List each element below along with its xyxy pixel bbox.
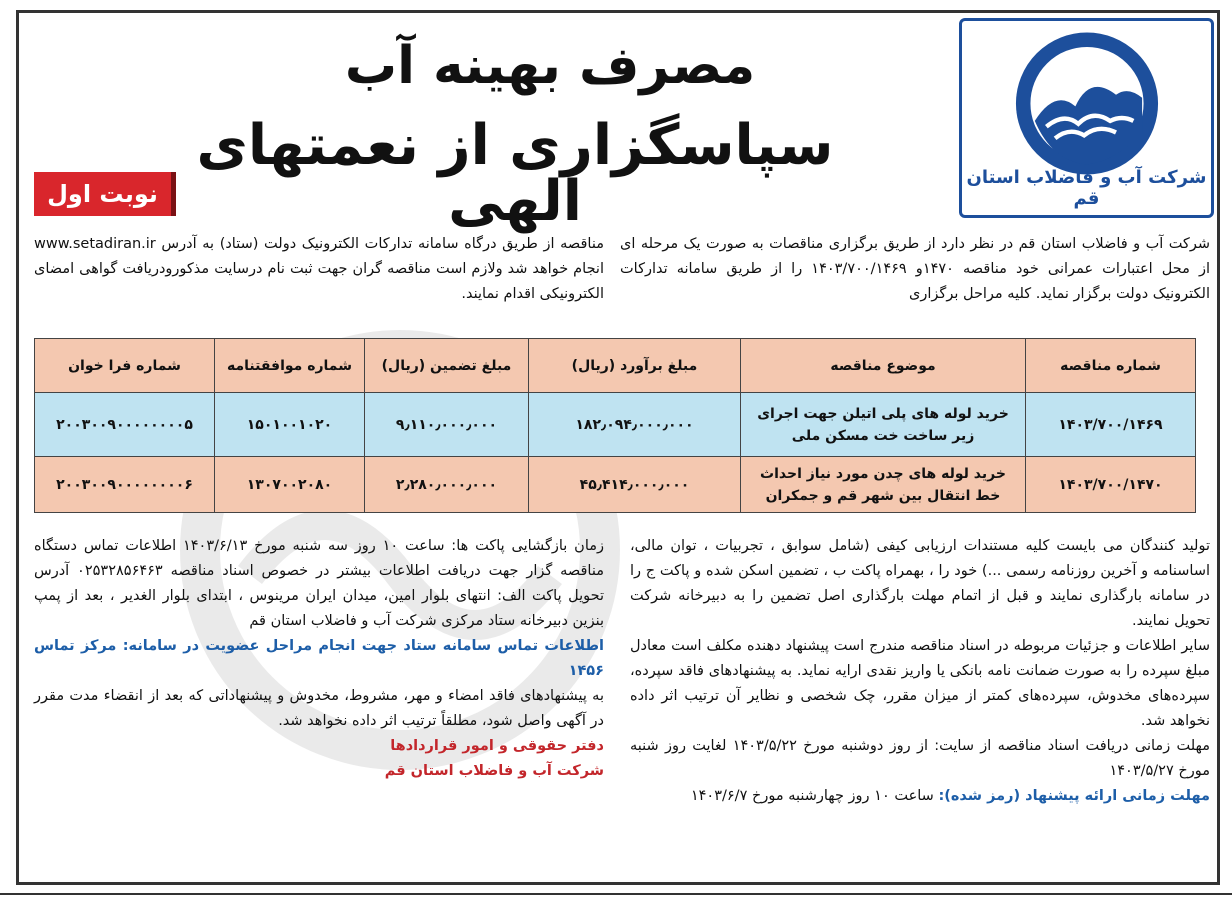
table-header-row [35, 339, 1196, 393]
company-logo-box [959, 18, 1214, 218]
signature-company: شرکت آب و فاضلاب استان قم [384, 763, 604, 779]
header-tender-number: شماره مناقصه [1026, 339, 1196, 393]
cell-agreement-number: ۱۵۰۱۰۰۱۰۲۰ [215, 393, 365, 457]
submission-deadline [630, 784, 1210, 809]
cell-guarantee: ۹٫۱۱۰٫۰۰۰٫۰۰۰ [365, 393, 529, 457]
first-publication-badge: نوبت اول [34, 172, 176, 216]
cell-guarantee: ۲٫۲۸۰٫۰۰۰٫۰۰۰ [365, 457, 529, 513]
cell-estimate: ۴۵٫۴۱۴٫۰۰۰٫۰۰۰ [529, 457, 741, 513]
bottom-divider [0, 893, 1232, 895]
deadline-value: ساعت ۱۰ روز چهارشنبه مورخ ۱۴۰۳/۶/۷ [690, 788, 939, 804]
headline-line-1: مصرف بهینه آب [344, 36, 756, 96]
headline-line-2: سپاسگزاری از نعمتهای الهی [196, 113, 834, 234]
tender-table [34, 338, 1196, 513]
table-row [35, 393, 1196, 457]
qualification-paragraph: تولید کنندگان می بایست کلیه مستندات ارزیابی کیفی (شامل سوابق ، تجربیات ، توان مالی، اساسنامه و آخرین روزنامه رسمی ...) خود را ، بهمراه پاکت ب ، تضمین اسکن شده و پاکت ج را در سامانه بارگذاری نمایند و قبل از اتمام مهلت بارگذاری اصل تضمین را به دبیرخانه شرکت تحویل نمایند. [630, 538, 1210, 629]
header-subject: موضوع مناقصه [741, 339, 1026, 393]
cell-subject: خرید لوله های چدن مورد نیاز احداث خط انتقال بین شهر قم و جمکران [741, 457, 1026, 513]
cell-subject: خرید لوله های پلی اتیلن جهت اجرای زیر ساخت خت مسکن ملی [741, 393, 1026, 457]
body-right-column [630, 534, 1210, 809]
cell-call-number: ۲۰۰۳۰۰۹۰۰۰۰۰۰۰۰۵ [35, 393, 215, 457]
deadline-label: مهلت زمانی ارائه پیشنهاد (رمز شده): [938, 788, 1210, 804]
header-agreement-number: شماره موافقتنامه [215, 339, 365, 393]
intro-right-paragraph: شرکت آب و فاضلاب استان قم در نظر دارد از طریق برگزاری مناقصات به صورت یک مرحله ای از محل اعتبارات عمرانی خود مناقصه ۱۴۷۰و ۱۴۰۳/۷۰۰/۱۴۶۹ را از طریق سامانه تدارکات الکترونیک دولت برگزار نماید. کلیه مراحل برگزاری [620, 236, 1210, 302]
cell-estimate: ۱۸۲٫۰۹۴٫۰۰۰٫۰۰۰ [529, 393, 741, 457]
setad-contact-info: اطلاعات تماس سامانه ستاد جهت انجام مراحل عضویت در سامانه: مرکز تماس ۱۴۵۶ [34, 638, 604, 679]
logo-caption: شرکت آب و فاضلاب استان قم [966, 167, 1207, 209]
header-call-number: شماره فرا خوان [35, 339, 215, 393]
cell-tender-number: ۱۴۰۳/۷۰۰/۱۴۶۹ [1026, 393, 1196, 457]
water-company-logo-icon [1014, 31, 1159, 176]
document-period-paragraph: مهلت زمانی دریافت اسناد مناقصه از سایت: از روز دوشنبه مورخ ۱۴۰۳/۵/۲۲ لغایت روز شنبه مورخ ۱۴۰۳/۵/۲۷ [630, 738, 1210, 779]
deposit-paragraph: سایر اطلاعات و جزئیات مربوطه در اسناد مناقصه مندرج است پیشنهاد دهنده مکلف است معادل مبلغ سپرده را به صورت ضمانت نامه بانکی یا واریز نقدی ارایه نماید. به پیشنهادهای فاقد سپرده، سپرده‌های مخدوش، سپرده‌های کمتر از میزان مقرر، چک شخصی و نظایر آن ترتیب اثر داده نخواهد شد. [630, 638, 1210, 729]
opening-contact-paragraph: زمان بازگشایی پاکت ها: ساعت ۱۰ روز سه شنبه مورخ ۱۴۰۳/۶/۱۳ اطلاعات تماس دستگاه مناقصه گزار جهت دریافت اطلاعات بیشتر در خصوص اسناد مناقصه ۰۲۵۳۲۸۵۶۴۶۳ آدرس تحویل پاکت الف: انتهای بلوار امین، میدان ایران مرینوس ، ابتدای بلوار الغدیر ، بعد از پمپ بنزین دبیرخانه ستاد مرکزی شرکت آب و فاضلاب استان قم [34, 538, 605, 629]
cell-call-number: ۲۰۰۳۰۰۹۰۰۰۰۰۰۰۰۶ [35, 457, 215, 513]
signature-office: دفتر حقوقی و امور قراردادها [390, 738, 604, 754]
table-row [35, 457, 1196, 513]
header-guarantee: مبلغ تضمین (ریال) [365, 339, 529, 393]
cell-tender-number: ۱۴۰۳/۷۰۰/۱۴۷۰ [1026, 457, 1196, 513]
cell-agreement-number: ۱۳۰۷۰۰۲۰۸۰ [215, 457, 365, 513]
intro-left-paragraph: مناقصه از طریق درگاه سامانه تدارکات الکترونیک دولت (ستاد) به آدرس www.setadiran.ir انجام خواهد شد ولازم است مناقصه گران جهت ثبت نام درسایت مذکورودریافت گواهی امضای الکترونیکی اقدام نمایند. [34, 236, 604, 302]
header-estimate: مبلغ برآورد (ریال) [529, 339, 741, 393]
body-left-column [34, 534, 604, 784]
rejection-paragraph: به پیشنهادهای فاقد امضاء و مهر، مشروط، مخدوش و پیشنهاداتی که بعد از انقضاء مدت مقرر در آگهی واصل شود، مطلقاً ترتیب اثر داده نخواهد شد. [34, 688, 604, 729]
